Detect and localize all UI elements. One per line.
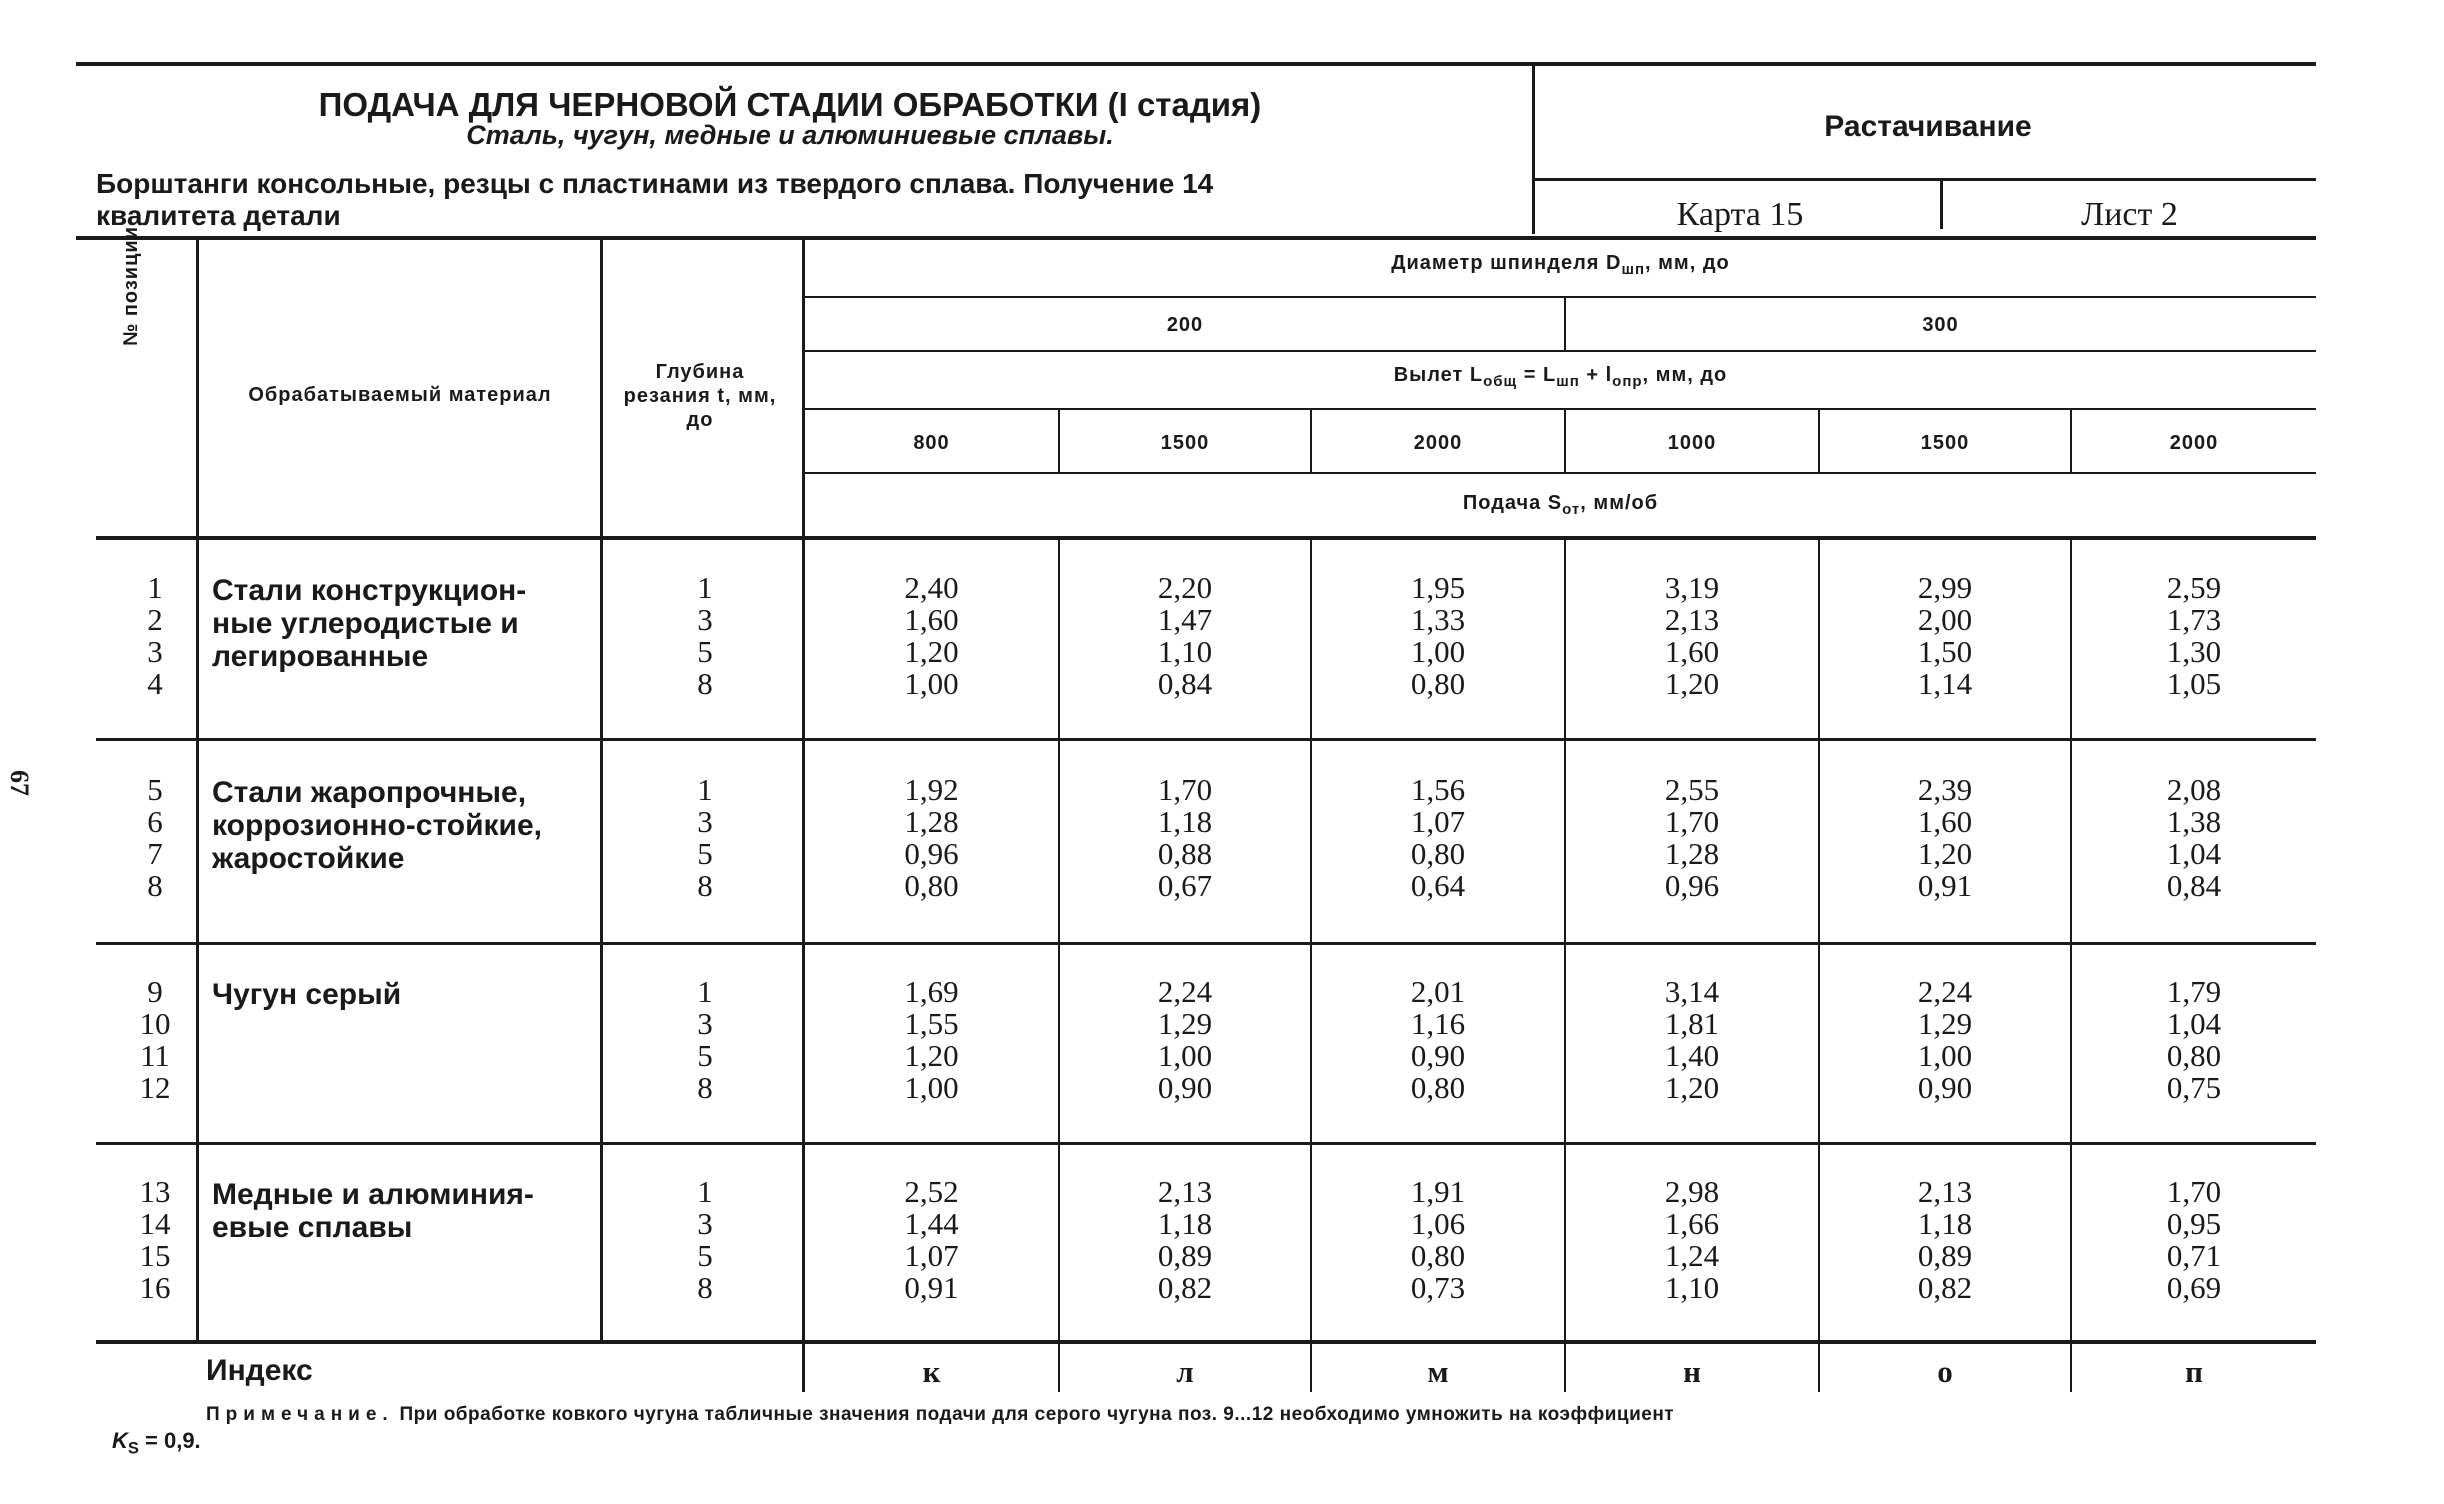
spindle-unit: , мм, до: [1645, 252, 1730, 274]
card-number: Карта 15: [1676, 196, 1804, 233]
value-cell: 1,92 1,28 0,96 0,80: [904, 772, 959, 903]
positions-group-3: 9 10 11 12: [139, 974, 171, 1105]
index-letter: м: [1427, 1354, 1449, 1389]
description-line-1: Борштанги консольные, резцы с пластинами из твердого сплава. Получение 14: [96, 168, 1214, 199]
value-cell: 2,59 1,73 1,30 1,05: [2166, 570, 2222, 701]
operation-title: Растачивание: [1824, 110, 2032, 143]
material-group-4: Медные и алюминия- евые сплавы: [212, 1178, 534, 1244]
note-text: При обработке ковкого чугуна табличные значения подачи для серого чугуна поз. 9...12 необходимо умножить на коэффициент: [399, 1404, 1675, 1425]
value-cell: 1,79 1,04 0,80 0,75: [2166, 974, 2222, 1105]
depths-group-1: 1 3 5 8: [697, 570, 713, 701]
depths-group-2: 1 3 5 8: [697, 772, 713, 903]
overhang-label: Вылет L: [1393, 364, 1484, 386]
material-group-1: Стали конструкцион- ные углеродистые и легированные: [212, 574, 527, 673]
value-cell: 1,70 0,95 0,71 0,69: [2166, 1174, 2222, 1305]
value-cell: 2,55 1,70 1,28 0,96: [1664, 772, 1720, 903]
value-cell: 2,13 1,18 0,89 0,82: [1157, 1174, 1213, 1305]
page-title: ПОДАЧА ДЛЯ ЧЕРНОВОЙ СТАДИИ ОБРАБОТКИ (I стадия): [318, 86, 1262, 123]
value-cell: 1,70 1,18 0,88 0,67: [1157, 772, 1213, 903]
value-cell: 3,19 2,13 1,60 1,20: [1664, 570, 1720, 701]
index-letter: л: [1176, 1354, 1194, 1389]
page-number: 67: [5, 770, 34, 796]
sheet-number: Лист 2: [2081, 196, 2178, 233]
value-cell: 2,24 1,29 1,00 0,90: [1917, 974, 1973, 1105]
overhang-sub-1: общ: [1483, 373, 1518, 390]
overhang-header: [805, 364, 2316, 390]
hdr-rule-2: [805, 350, 2316, 352]
value-cell: 2,39 1,60 1,20 0,91: [1917, 772, 1973, 903]
depths-group-4: 1 3 5 8: [697, 1174, 713, 1305]
length-1000: 1000: [1667, 432, 1717, 454]
feed-sub: от: [1562, 501, 1581, 518]
col-line-2: [600, 240, 603, 1340]
value-cell: 2,98 1,66 1,24 1,10: [1664, 1174, 1720, 1305]
material-group-2: Стали жаропрочные, коррозионно-стойкие, жаростойкие: [212, 776, 542, 875]
feed-label: Подача S: [1462, 492, 1563, 514]
overhang-sub-3: опр: [1612, 373, 1643, 390]
col-line-1: [196, 240, 199, 1340]
hdr-rule-4: [805, 472, 2316, 474]
index-letter: к: [922, 1354, 941, 1389]
hdr-rule-1: [805, 296, 2316, 298]
positions-group-2: 5 6 7 8: [147, 772, 163, 903]
material-group-3: Чугун серый: [212, 978, 402, 1011]
diam-200: 200: [1166, 314, 1204, 336]
top-rule: [76, 62, 2316, 66]
card-rule: [1535, 178, 2316, 181]
index-label: Индекс: [206, 1354, 313, 1387]
group-divider-3: [96, 1142, 2316, 1145]
length-1500-b: 1500: [1920, 432, 1970, 454]
index-rule: [96, 1340, 2316, 1344]
overhang-sub-2: шп: [1556, 373, 1580, 390]
diam-300: 300: [1922, 314, 1959, 336]
index-letter: о: [1937, 1354, 1953, 1389]
value-cell: 2,40 1,60 1,20 1,00: [904, 570, 959, 701]
value-cell: 1,95 1,33 1,00 0,80: [1410, 570, 1466, 701]
spindle-label: Диаметр шпинделя D: [1391, 252, 1622, 274]
spindle-sub: шп: [1621, 261, 1646, 278]
note-coefficient: [112, 1428, 201, 1458]
diam-divider: [1564, 298, 1566, 350]
value-cell: 2,99 2,00 1,50 1,14: [1917, 570, 1973, 701]
value-cell: 1,56 1,07 0,80 0,64: [1410, 772, 1466, 903]
length-800: 800: [913, 432, 950, 454]
value-cell: 1,69 1,55 1,20 1,00: [904, 974, 959, 1105]
header-divider: [1532, 66, 1535, 234]
group-divider-1: [96, 738, 2316, 741]
description-line-2: квалитета детали: [96, 200, 341, 231]
page-subtitle: Сталь, чугун, медные и алюминиевые сплавы.: [466, 120, 1114, 150]
feed-unit: , мм/об: [1580, 492, 1659, 514]
positions-group-4: 13 14 15 16: [139, 1174, 171, 1305]
value-cell: 2,24 1,29 1,00 0,90: [1157, 974, 1213, 1105]
coef-sub: S: [127, 1439, 139, 1458]
positions-group-1: 1 2 3 4: [147, 570, 163, 701]
value-cell: 1,91 1,06 0,80 0,73: [1410, 1174, 1466, 1305]
length-1500-a: 1500: [1160, 432, 1210, 454]
feed-header: [805, 492, 2316, 518]
length-2000-a: 2000: [1413, 432, 1463, 454]
overhang-mid: = L: [1517, 364, 1557, 386]
body-top-rule: [96, 536, 2316, 540]
overhang-mid-2: + l: [1579, 364, 1613, 386]
hdr-rule-3: [805, 408, 2316, 410]
value-cell: 2,13 1,18 0,89 0,82: [1917, 1174, 1973, 1305]
index-letter: п: [2185, 1354, 2203, 1389]
depths-group-3: 1 3 5 8: [697, 974, 713, 1105]
table-top-rule: [76, 236, 2316, 240]
note-label: Примечание.: [206, 1404, 394, 1425]
position-header: № позиции: [120, 226, 142, 347]
note: [206, 1404, 2356, 1426]
value-cell: 2,08 1,38 1,04 0,84: [2166, 772, 2222, 903]
spindle-header: [805, 252, 2316, 278]
value-cell: 3,14 1,81 1,40 1,20: [1664, 974, 1720, 1105]
length-2000-b: 2000: [2169, 432, 2219, 454]
value-cell: 2,01 1,16 0,90 0,80: [1410, 974, 1466, 1105]
coef-k: K: [112, 1428, 128, 1453]
depth-header: Глубина резания t, мм, до: [623, 361, 777, 431]
index-letter: н: [1683, 1354, 1701, 1389]
overhang-unit: , мм, до: [1642, 364, 1728, 386]
coef-value: = 0,9.: [138, 1428, 201, 1453]
material-header: Обрабатываемый материал: [248, 384, 552, 406]
group-divider-2: [96, 942, 2316, 945]
value-cell: 2,20 1,47 1,10 0,84: [1157, 570, 1213, 701]
value-cell: 2,52 1,44 1,07 0,91: [904, 1174, 959, 1305]
